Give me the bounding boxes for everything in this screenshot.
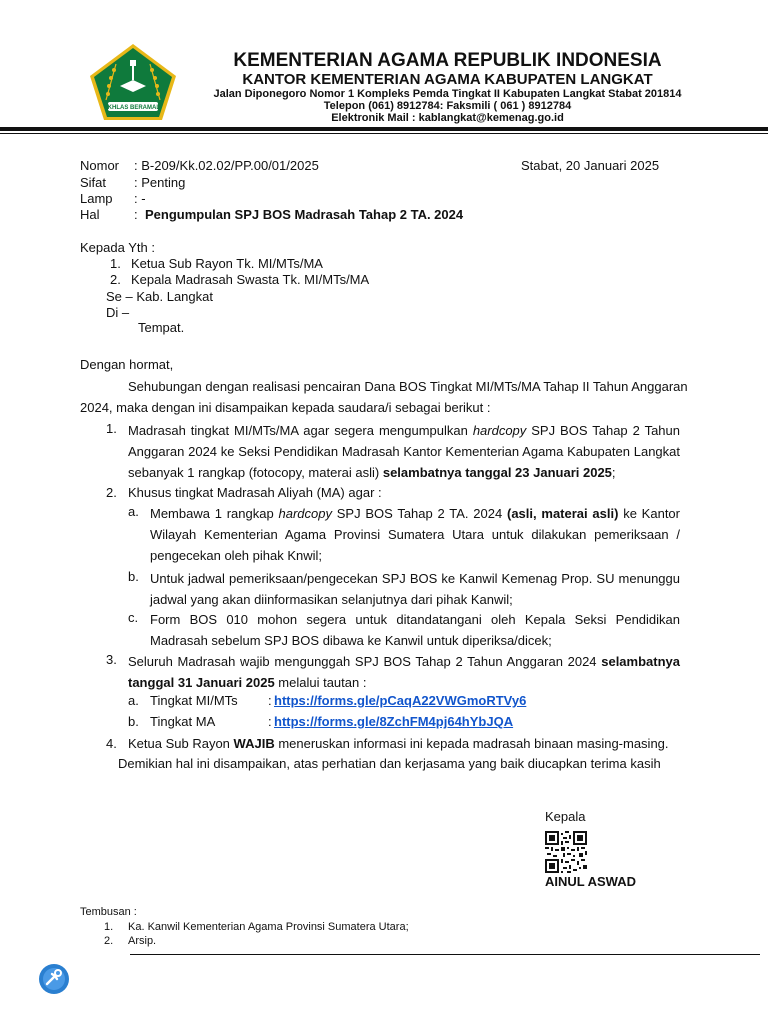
recipient-tempat: Tempat.	[138, 320, 185, 335]
header-divider-thick	[0, 127, 768, 131]
sub-letter: c.	[128, 610, 139, 625]
form-link-mi-mts[interactable]: https://forms.gle/pCaqA22VWGmoRTVy6	[274, 693, 527, 708]
sifat-value: : Penting	[134, 175, 186, 190]
point-3-text: Seluruh Madrasah wajib mengunggah SPJ BOS Tahap 2 Tahun Anggaran 2024 selambatnya tanggal 31 Januari 2025 melalui tautan :	[128, 654, 680, 690]
recipient-num: 1.	[110, 256, 121, 271]
recipient-item: Kepala Madrasah Swasta Tk. MI/MTs/MA	[131, 272, 370, 287]
sub-letter: b.	[128, 714, 139, 729]
point-number: 2.	[106, 485, 117, 500]
form-link-ma[interactable]: https://forms.gle/8ZchFM4pj64hYbJQA	[274, 714, 514, 729]
point-number: 4.	[106, 736, 117, 751]
recipient-place: Se – Kab. Langkat	[106, 289, 213, 304]
footer-divider	[130, 954, 760, 955]
tembusan-num: 2.	[104, 935, 114, 947]
link-colon: :	[268, 714, 272, 729]
tembusan-label: Tembusan :	[80, 906, 137, 918]
signature-title: Kepala	[545, 809, 586, 824]
sub-letter: a.	[128, 504, 139, 519]
point-number: 1.	[106, 421, 117, 436]
point-2c-text: Form BOS 010 mohon segera untuk ditandatangani oleh Kepala Seksi Pendidikan Madrasah sebelum SPJ BOS dibawa ke Kanwil untuk diperiksa/dicek;	[150, 612, 680, 648]
link-label-ma: Tingkat MA	[150, 714, 216, 729]
recipient-item: Ketua Sub Rayon Tk. MI/MTs/MA	[131, 256, 323, 271]
tembusan-item: Arsip.	[128, 935, 157, 947]
intro-paragraph-line2: 2024, maka dengan ini disampaikan kepada saudara/i sebagai berikut :	[80, 400, 491, 415]
intro-paragraph-line1: Sehubungan dengan realisasi pencairan Dana BOS Tingkat MI/MTs/MA Tahap II Tahun Anggaran	[128, 379, 688, 394]
point-1-text: Madrasah tingkat MI/MTs/MA agar segera mengumpulkan hardcopy SPJ BOS Tahap 2 Tahun Anggaran 2024 ke Seksi Pendidikan Madrasah Kantor Kementerian Agama Kabupaten Langkat sebanyak 1 rangkap (fotocopy, materai asli) selambatnya tanggal 23 Januari 2025;	[128, 423, 680, 480]
ministry-logo	[86, 42, 180, 122]
office-address: Jalan Diponegoro Nomor 1 Kompleks Pemda Tingkat II Kabupaten Langkat Stabat 201814	[213, 88, 682, 100]
nomor-value: : B-209/Kk.02.02/PP.00/01/2025	[134, 158, 319, 173]
sub-letter: b.	[128, 569, 139, 584]
link-colon: :	[268, 693, 272, 708]
letter-date: Stabat, 20 Januari 2025	[521, 158, 660, 173]
hal-label: Hal	[80, 207, 100, 222]
office-phone: Telepon (061) 8912784: Faksmili ( 061 ) 8912784	[323, 100, 572, 112]
header-divider-thin	[0, 133, 768, 134]
recipient-num: 2.	[110, 272, 121, 287]
tembusan-item: Ka. Kanwil Kementerian Agama Provinsi Sumatera Utara;	[128, 921, 409, 933]
point-4-text: Ketua Sub Rayon WAJIB meneruskan informasi ini kepada madrasah binaan masing-masing.	[128, 736, 669, 751]
link-label-mi-mts: Tingkat MI/MTs	[150, 693, 238, 708]
point-number: 3.	[106, 652, 117, 667]
recipient-intro: Kepada Yth :	[80, 240, 155, 255]
ministry-title: KEMENTERIAN AGAMA REPUBLIK INDONESIA	[233, 50, 662, 71]
sifat-label: Sifat	[80, 175, 107, 190]
hal-colon: :	[134, 207, 138, 222]
qr-code	[545, 831, 587, 873]
closing-sentence: Demikian hal ini disampaikan, atas perhatian dan kerjasama yang baik diucapkan terima kasih	[118, 756, 661, 771]
point-2a-text: Membawa 1 rangkap hardcopy SPJ BOS Tahap 2 TA. 2024 (asli, materai asli) ke Kantor Wilayah Kementerian Agama Provinsi Sumatera Utara untuk dilakukan pemeriksaan / pengecekan oleh pihak Knwil;	[150, 506, 680, 563]
tembusan-num: 1.	[104, 921, 114, 933]
recipient-di: Di –	[106, 305, 130, 320]
office-title: KANTOR KEMENTERIAN AGAMA KABUPATEN LANGKAT	[242, 71, 653, 88]
sub-letter: a.	[128, 693, 139, 708]
footer-brand-icon	[38, 963, 70, 995]
hal-value: Pengumpulan SPJ BOS Madrasah Tahap 2 TA. 2024	[145, 207, 464, 222]
point-2b-text: Untuk jadwal pemeriksaan/pengecekan SPJ BOS ke Kanwil Kemenag Prop. SU menunggu jadwal yang akan diinformasikan selanjutnya dari pihak Kanwil;	[150, 571, 680, 607]
point-2-lead: Khusus tingkat Madrasah Aliyah (MA) agar :	[128, 485, 382, 500]
greeting: Dengan hormat,	[80, 357, 174, 372]
signatory-name: AINUL ASWAD	[545, 874, 636, 889]
svg-text:IKHLAS BERAMAL: IKHLAS BERAMAL	[106, 105, 160, 111]
nomor-label: Nomor	[80, 158, 120, 173]
lamp-label: Lamp	[80, 191, 113, 206]
lamp-value: : -	[134, 191, 146, 206]
office-email: Elektronik Mail : kablangkat@kemenag.go.id	[331, 112, 564, 124]
